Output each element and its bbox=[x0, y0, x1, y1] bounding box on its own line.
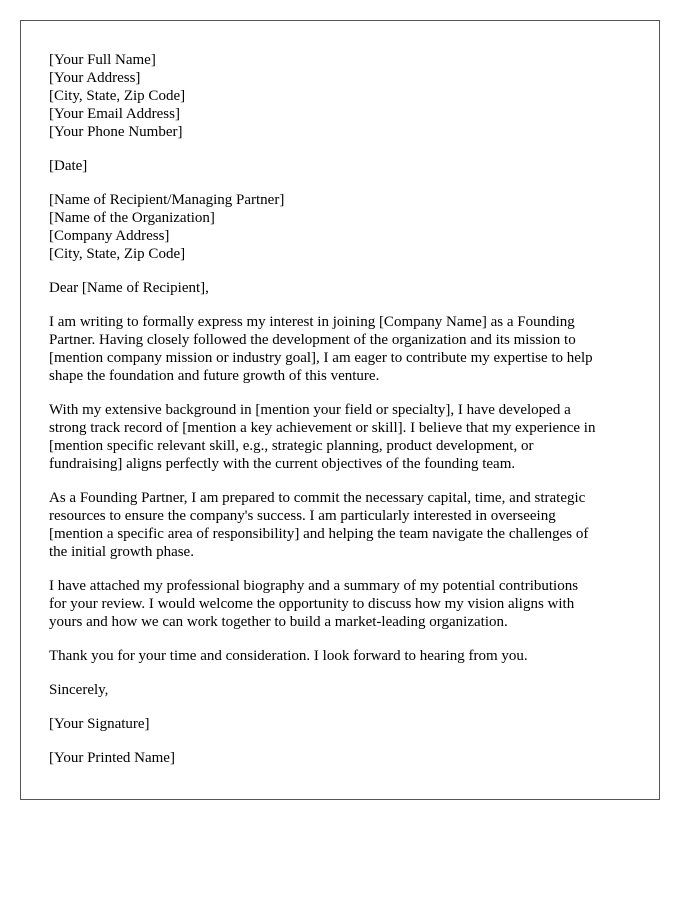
body-line: the initial growth phase. bbox=[49, 544, 194, 560]
signature: [Your Signature] bbox=[49, 716, 150, 732]
body-line: I have attached my professional biography and a summary of my potential contributions bbox=[49, 578, 579, 594]
recipient-address: [Company Address] bbox=[49, 228, 170, 244]
body-paragraph-1 bbox=[49, 313, 639, 385]
body-line: [mention company mission or industry goal], I am eager to contribute my expertise to help bbox=[49, 350, 593, 366]
recipient-organization: [Name of the Organization] bbox=[49, 210, 215, 226]
sender-address: [Your Address] bbox=[49, 70, 141, 86]
recipient-city-state-zip: [City, State, Zip Code] bbox=[49, 246, 186, 262]
signature-block bbox=[49, 715, 639, 733]
body-line: [mention a specific area of responsibility] and helping the team navigate the challenges of bbox=[49, 526, 589, 542]
recipient-block bbox=[49, 191, 639, 263]
body-paragraph-3 bbox=[49, 489, 639, 561]
letter-content bbox=[49, 51, 639, 783]
salutation: Dear [Name of Recipient], bbox=[49, 280, 209, 296]
body-line: [mention specific relevant skill, e.g., strategic planning, product development, or bbox=[49, 438, 534, 454]
body-paragraph-4 bbox=[49, 577, 639, 631]
printed-name: [Your Printed Name] bbox=[49, 750, 175, 766]
salutation-block bbox=[49, 279, 639, 297]
body-line: Thank you for your time and consideration. I look forward to hearing from you. bbox=[49, 648, 528, 664]
sender-city-state-zip: [City, State, Zip Code] bbox=[49, 88, 186, 104]
sender-full-name: [Your Full Name] bbox=[49, 52, 156, 68]
closing-block bbox=[49, 681, 639, 699]
body-line: resources to ensure the company's success. I am particularly interested in overseeing bbox=[49, 508, 556, 524]
letter-page bbox=[20, 20, 660, 800]
body-line: As a Founding Partner, I am prepared to commit the necessary capital, time, and strategic bbox=[49, 490, 586, 506]
sender-email: [Your Email Address] bbox=[49, 106, 180, 122]
body-line: Partner. Having closely followed the development of the organization and its mission to bbox=[49, 332, 576, 348]
letter-date: [Date] bbox=[49, 158, 88, 174]
body-line: shape the foundation and future growth of this venture. bbox=[49, 368, 380, 384]
body-line: for your review. I would welcome the opportunity to discuss how my vision aligns with bbox=[49, 596, 575, 612]
body-paragraph-2 bbox=[49, 401, 639, 473]
body-line: fundraising] aligns perfectly with the current objectives of the founding team. bbox=[49, 456, 516, 472]
recipient-name: [Name of Recipient/Managing Partner] bbox=[49, 192, 285, 208]
body-line: yours and how we can work together to build a market-leading organization. bbox=[49, 614, 508, 630]
date-block bbox=[49, 157, 639, 175]
sender-block bbox=[49, 51, 639, 141]
body-line: strong track record of [mention a key achievement or skill]. I believe that my experience in bbox=[49, 420, 596, 436]
body-line: I am writing to formally express my interest in joining [Company Name] as a Founding bbox=[49, 314, 575, 330]
closing: Sincerely, bbox=[49, 682, 109, 698]
printed-name-block bbox=[49, 749, 639, 767]
body-line: With my extensive background in [mention your field or specialty], I have developed a bbox=[49, 402, 571, 418]
sender-phone: [Your Phone Number] bbox=[49, 124, 183, 140]
body-paragraph-5 bbox=[49, 647, 639, 665]
